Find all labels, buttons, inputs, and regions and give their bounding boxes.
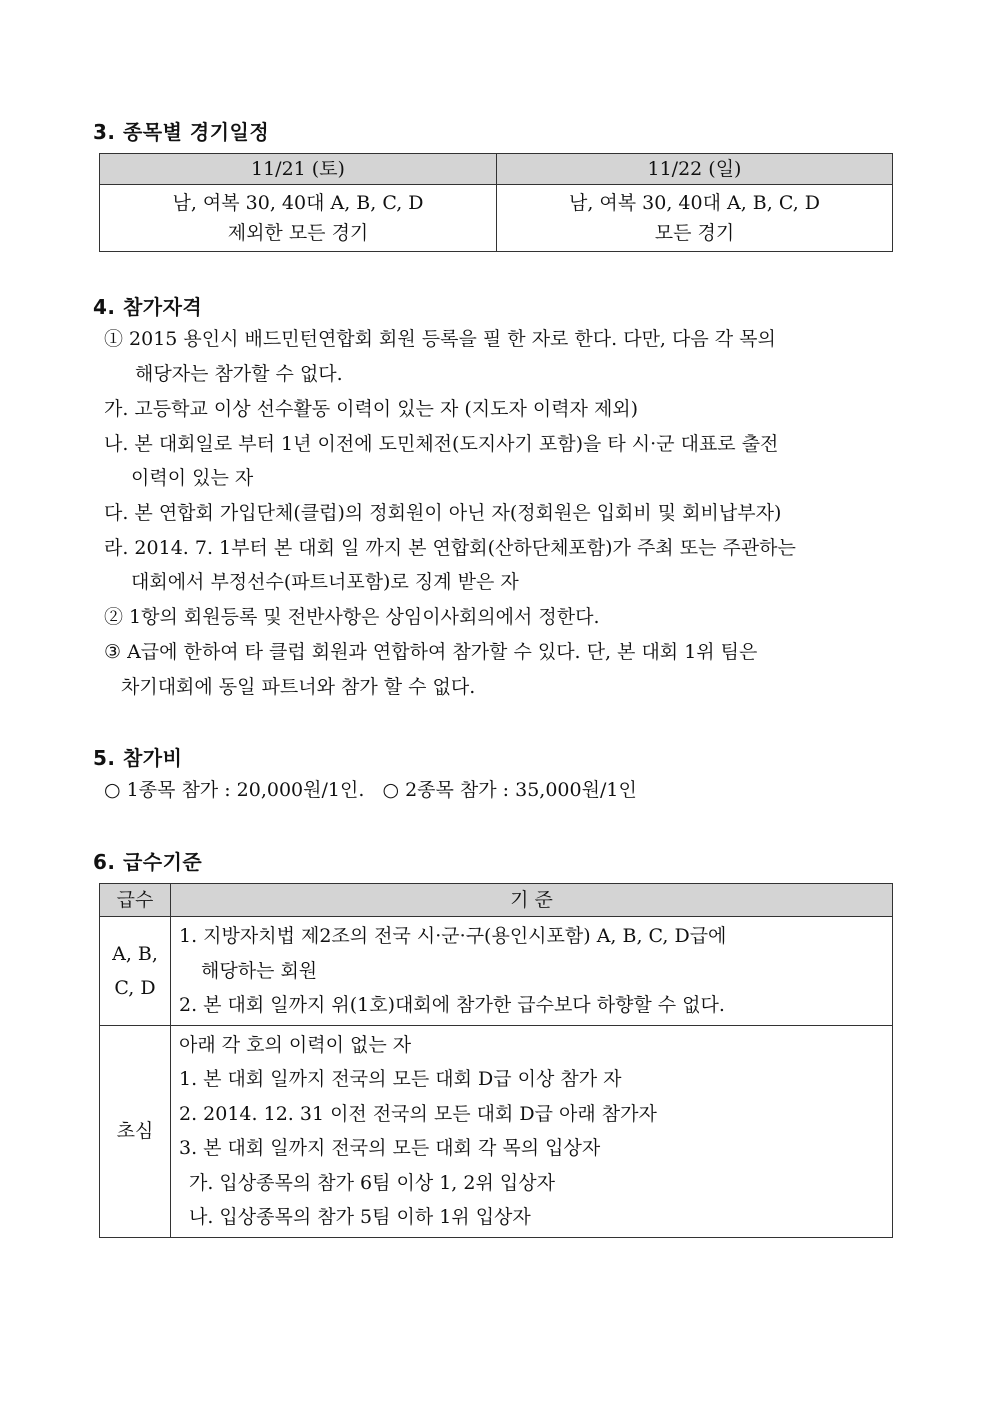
grade-row1-criteria-1: 1. 지방자치법 제2조의 전국 시·군·구(용인시포함) A, B, C, D급에 [179,925,727,947]
grade-row2-criteria [171,1025,893,1237]
eligibility-ga: 가. 고등학교 이상 선수활동 이력이 있는 자 (지도자 이력자 제외) [104,398,639,420]
grade-row2-criteria-5: 가. 입상종목의 참가 6팀 이상 1, 2위 입상자 [189,1171,555,1194]
schedule-day1-line1: 남, 여복 30, 40대 A, B, C, D [172,192,424,214]
schedule-day1-line2: 제외한 모든 경기 [227,222,369,244]
grade-row2-criteria-2: 1. 본 대회 일까지 전국의 모든 대회 D급 이상 참가 자 [179,1068,622,1090]
grade-row1-criteria-3: 2. 본 대회 일까지 위(1호)대회에 참가한 급수보다 하향할 수 없다. [179,994,725,1016]
grade-col2-header: 기 준 [171,884,893,917]
grade-row1-criteria-2: 해당하는 회원 [201,959,318,982]
schedule-day1-events [100,185,497,252]
grade-row1-criteria [171,917,893,1026]
eligibility-item1-line1: ① 2015 용인시 배드민턴연합회 회원 등록을 필 한 자로 한다. 다만, 다음 각 목의 [104,328,776,350]
fee-line: ○ 1종목 참가 : 20,000원/1인. ○ 2종목 참가 : 35,000원/1인 [104,779,637,801]
schedule-day2-line2: 모든 경기 [654,222,735,244]
schedule-day2-line1: 남, 여복 30, 40대 A, B, C, D [568,192,821,214]
eligibility-ra-line1: 라. 2014. 7. 1부터 본 대회 일 까지 본 연합회(산하단체포함)가 주최 또는 주관하는 [104,537,796,559]
eligibility-na-line1: 나. 본 대회일로 부터 1년 이전에 도민체전(도지사기 포함)을 타 시·군 대표로 출전 [104,433,779,455]
grade-col1-header: 급수 [100,884,171,917]
grade-row1-grade-line2: C, D [114,976,156,999]
eligibility-item2: ② 1항의 회원등록 및 전반사항은 상임이사회의에서 정한다. [104,606,600,628]
eligibility-item1-line2: 해당자는 참가할 수 없다. [135,363,343,385]
schedule-heading: 3. 종목별 경기일정 [93,120,270,144]
schedule-day1-date: 11/21 (토) [100,154,497,185]
eligibility-na-line2: 이력이 있는 자 [131,467,254,489]
grade-table [99,883,893,1238]
eligibility-ra-line2: 대회에서 부정선수(파트너포함)로 징계 받은 자 [131,571,519,593]
schedule-table [99,153,893,252]
schedule-day2-date: 11/22 (일) [497,154,893,185]
grade-row1-grade [100,917,171,1026]
fee-heading: 5. 참가비 [93,746,183,770]
schedule-day2-events [497,185,893,252]
grade-row2-grade: 초심 [100,1025,171,1237]
grade-heading: 6. 급수기준 [93,850,203,874]
grade-row2-criteria-3: 2. 2014. 12. 31 이전 전국의 모든 대회 D급 아래 참가자 [179,1102,657,1125]
eligibility-item3-line1: ③ A급에 한하여 타 클럽 회원과 연합하여 참가할 수 있다. 단, 본 대회 1위 팀은 [104,641,758,663]
grade-row2-criteria-6: 나. 입상종목의 참가 5팀 이하 1위 입상자 [189,1206,531,1228]
grade-row2-criteria-4: 3. 본 대회 일까지 전국의 모든 대회 각 목의 입상자 [179,1137,601,1159]
eligibility-heading: 4. 참가자격 [93,295,203,319]
grade-row2-criteria-1: 아래 각 호의 이력이 없는 자 [179,1033,412,1056]
eligibility-item3-line2: 차기대회에 동일 파트너와 참가 할 수 없다. [121,676,476,698]
grade-row1-grade-line1: A, B, [112,942,158,965]
eligibility-da: 다. 본 연합회 가입단체(클럽)의 정회원이 아닌 자(정회원은 입회비 및 회비납부자) [104,502,782,524]
